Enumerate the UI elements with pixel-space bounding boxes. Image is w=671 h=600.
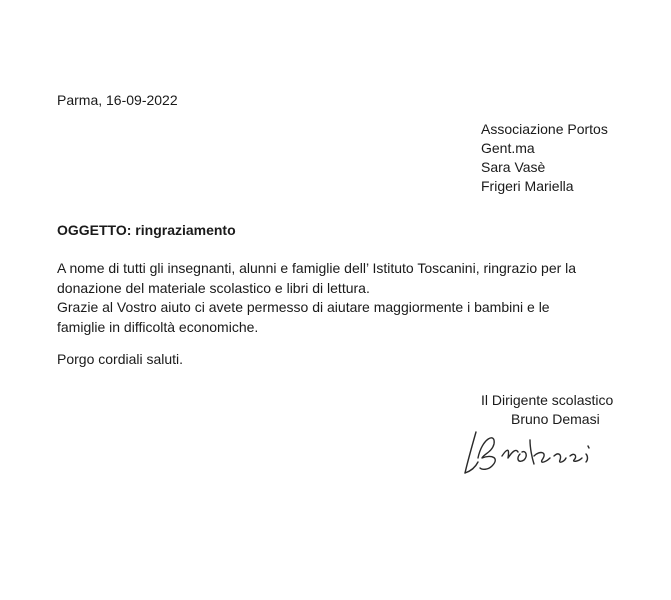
signer-name: Bruno Demasi — [511, 411, 600, 427]
handwritten-signature — [462, 418, 612, 478]
signer-title: Il Dirigente scolastico — [481, 392, 614, 408]
recipient-organization: Associazione Portos — [481, 121, 608, 137]
recipient-block — [481, 120, 608, 196]
letter-body — [57, 259, 667, 337]
body-line: A nome di tutti gli insegnanti, alunni e famiglie dell’ Istituto Toscanini, ringrazio per la — [57, 260, 577, 276]
place-date: Parma, 16-09-2022 — [57, 92, 178, 108]
body-line: famiglie in difficoltà economiche. — [57, 318, 259, 335]
body-line: donazione del materiale scolastico e libri di lettura. — [57, 279, 370, 296]
recipient-name-2: Frigeri Mariella — [481, 178, 574, 194]
closing-line: Porgo cordiali saluti. — [57, 351, 184, 367]
subject-line: OGGETTO: ringraziamento — [57, 222, 236, 238]
recipient-name-1: Sara Vasè — [481, 159, 546, 175]
recipient-salutation: Gent.ma — [481, 140, 535, 156]
body-line: Grazie al Vostro aiuto ci avete permesso di aiutare maggiormente i bambini e le — [57, 299, 550, 315]
